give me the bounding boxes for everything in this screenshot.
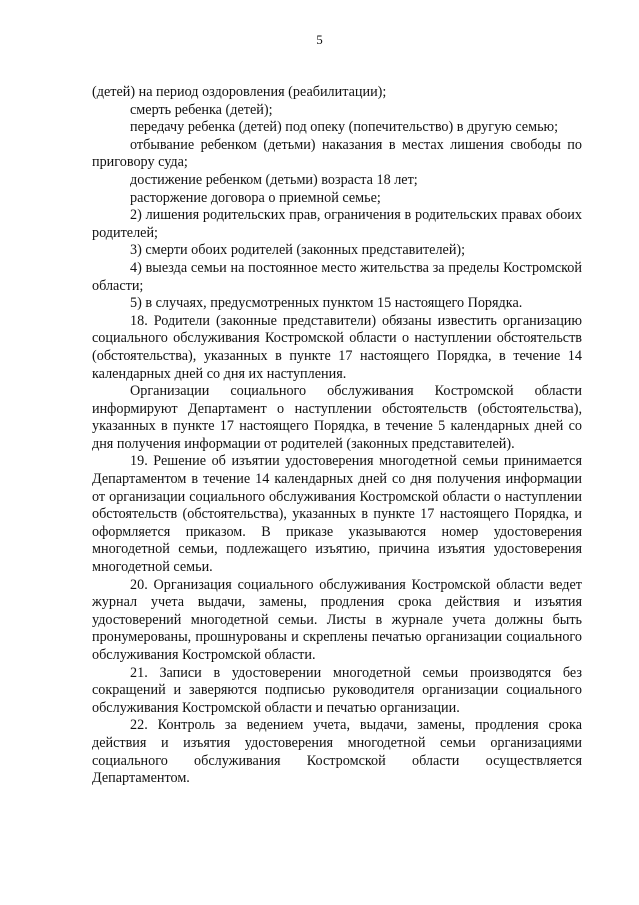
paragraph-item-2: 2) лишения родительских прав, ограничения в родительских правах обоих родителей; (92, 207, 582, 241)
document-body (92, 84, 582, 788)
paragraph-death-of-child: смерть ребенка (детей); (130, 101, 273, 118)
paragraph-item-3: 3) смерти обоих родителей (законных представителей); (130, 242, 466, 259)
paragraph-guardianship-transfer: передачу ребенка (детей) под опеку (попечительство) в другую семью; (130, 119, 559, 136)
paragraph-clause-21: 21. Записи в удостоверении многодетной семьи производятся без сокращений и заверяются подписью руководителя организации социального обслуживания Костромской области и печатью организации. (92, 664, 582, 716)
paragraph-clause-19: 19. Решение об изъятии удостоверения многодетной семьи принимается Департаментом в течение 14 календарных дней со дня получения информации от организации социального обслуживания Костромской области о наступлении обстоятельств (обстоятельства), указанных в пункте 17 настоящего Порядка, и оформляется приказом. В приказе указываются номер удостоверения многодетной семьи, подлежащего изъятию, причина изъятия удостоверения многодетной семьи. (92, 453, 582, 576)
paragraph-clause-22: 22. Контроль за ведением учета, выдачи, замены, продления срока действия и изъятия удостоверения многодетной семьи организациями социального обслуживания Костромской области осуществляется Департаментом. (92, 717, 582, 787)
paragraph-item-5: 5) в случаях, предусмотренных пунктом 15 настоящего Порядка. (130, 295, 523, 312)
paragraph-item-4: 4) выезда семьи на постоянное место жительства за пределы Костромской области; (92, 259, 582, 294)
paragraph-continuation: (детей) на период оздоровления (реабилитации); (92, 84, 387, 100)
paragraph-reaching-age-18: достижение ребенком (детьми) возраста 18 лет; (130, 171, 418, 188)
paragraph-clause-18-organizations: Организации социального обслуживания Костромской области информируют Департамент о наступлении обстоятельств (обстоятельства), указанных в пункте 17 настоящего Порядка, в течение 5 календарных дней со дня получения информации от родителей (законных представителей). (92, 383, 582, 452)
paragraph-clause-20: 20. Организация социального обслуживания Костромской области ведет журнал учета выдачи, замены, продления срока действия и изъятия удостоверений многодетной семьи. Листы в журнале учета должны быть пронумерованы, прошнурованы и скреплены печатью организации социального обслуживания Костромской области. (92, 576, 582, 663)
page-number: 5 (316, 32, 323, 47)
paragraph-clause-18: 18. Родители (законные представители) обязаны известить организацию социального обслуживания Костромской области о наступлении обстоятельств (обстоятельства), указанных в пункте 17 настоящего Порядка, в течение 14 календарных дней со дня их наступления. (92, 312, 582, 382)
paragraph-serving-sentence: отбывание ребенком (детьми) наказания в местах лишения свободы по приговору суда; (92, 136, 582, 171)
paragraph-foster-contract-termination: расторжение договора о приемной семье; (130, 189, 381, 206)
